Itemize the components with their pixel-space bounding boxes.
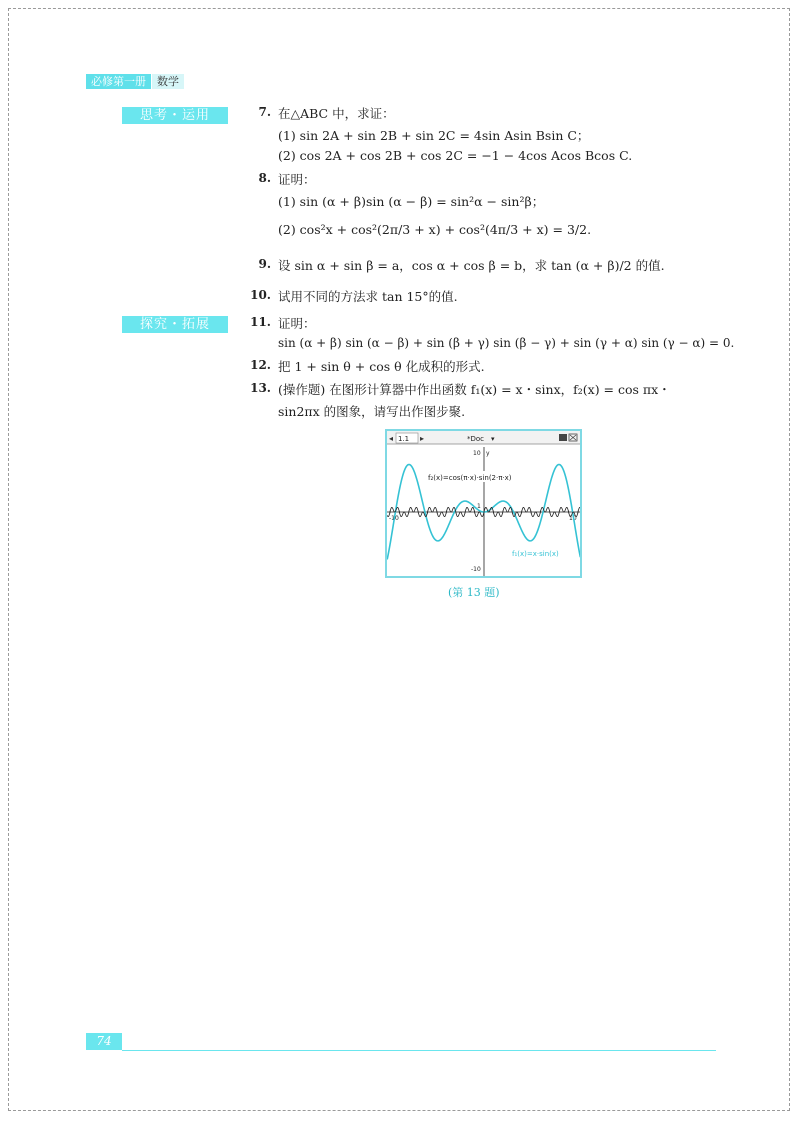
problem-7-part-2: (2) cos 2A + cos 2B + cos 2C = −1 − 4cos Acos Bcos C. bbox=[278, 148, 633, 163]
problem-7-stem: 在△ABC 中，求证： bbox=[278, 106, 395, 121]
problem-9-text: 设 sin α + sin β = a，cos α + cos β = b，求 tan (α + β)/2 的值. bbox=[278, 258, 665, 273]
problem-8-part-1: (1) sin (α + β)sin (α − β) = sin²α − sin²β； bbox=[278, 194, 545, 209]
problem-13-line-1: (操作题) 在图形计算器中作出函数 f₁(x) = x・sinx，f₂(x) = cos πx・ bbox=[278, 382, 671, 397]
f1-label: f₁(x)=x·sin(x) bbox=[512, 550, 559, 558]
tab-right-arrow-icon[interactable]: ▸ bbox=[420, 434, 425, 443]
subject-label: 数学 bbox=[152, 74, 184, 89]
problem-13-line-2: sin2πx 的图象，请写出作图步聚. bbox=[278, 404, 466, 419]
problem-8-stem: 证明： bbox=[278, 172, 316, 187]
tab-label: 1.1 bbox=[398, 435, 410, 443]
problem-8-number: 8. bbox=[258, 171, 271, 185]
calculator-svg bbox=[387, 431, 580, 576]
page-number: 74 bbox=[86, 1033, 122, 1050]
doc-menu-chevron-icon[interactable]: ▾ bbox=[491, 435, 495, 443]
footer-rule bbox=[122, 1050, 716, 1051]
graphing-calculator-screen bbox=[385, 429, 582, 578]
problem-12-text: 把 1 + sin θ + cos θ 化成积的形式. bbox=[278, 359, 485, 374]
problem-11-identity: sin (α + β) sin (α − β) + sin (β + γ) sin (β − γ) + sin (γ + α) sin (γ − α) = 0. bbox=[278, 336, 735, 350]
series-label: 必修第一册 bbox=[86, 74, 151, 89]
y-axis-label: y bbox=[486, 450, 490, 457]
x-min-label: -10 bbox=[389, 515, 399, 522]
tab-left-arrow-icon[interactable]: ◂ bbox=[389, 434, 394, 443]
figure-caption: (第 13 题) bbox=[448, 586, 500, 599]
problem-13-number: 13. bbox=[250, 381, 271, 395]
section-explore-extend: 探究・拓展 bbox=[122, 316, 228, 333]
y-min-label: -10 bbox=[471, 566, 481, 573]
problem-11-number: 11. bbox=[250, 315, 271, 329]
section-think-apply: 思考・运用 bbox=[122, 107, 228, 124]
battery-icon bbox=[559, 434, 567, 441]
problem-9-number: 9. bbox=[258, 257, 271, 271]
f2-label: f₂(x)=cos(π·x)·sin(2·π·x) bbox=[428, 474, 512, 482]
problem-7-number: 7. bbox=[258, 105, 271, 119]
x-max-label: 10 bbox=[569, 515, 577, 522]
y-max-label: 10 bbox=[473, 450, 481, 457]
problem-8-part-2: (2) cos²x + cos²(2π/3 + x) + cos²(4π/3 + x) = 3/2. bbox=[278, 222, 592, 237]
y-one-label: 1 bbox=[477, 503, 481, 510]
doc-title[interactable]: *Doc bbox=[467, 435, 485, 443]
problem-11-stem: 证明： bbox=[278, 316, 316, 331]
problem-10-number: 10. bbox=[250, 288, 271, 302]
problem-7-part-1: (1) sin 2A + sin 2B + sin 2C = 4sin Asin Bsin C； bbox=[278, 128, 590, 143]
problem-10-text: 试用不同的方法求 tan 15°的值. bbox=[278, 289, 458, 304]
problem-12-number: 12. bbox=[250, 358, 271, 372]
book-header bbox=[86, 74, 184, 89]
